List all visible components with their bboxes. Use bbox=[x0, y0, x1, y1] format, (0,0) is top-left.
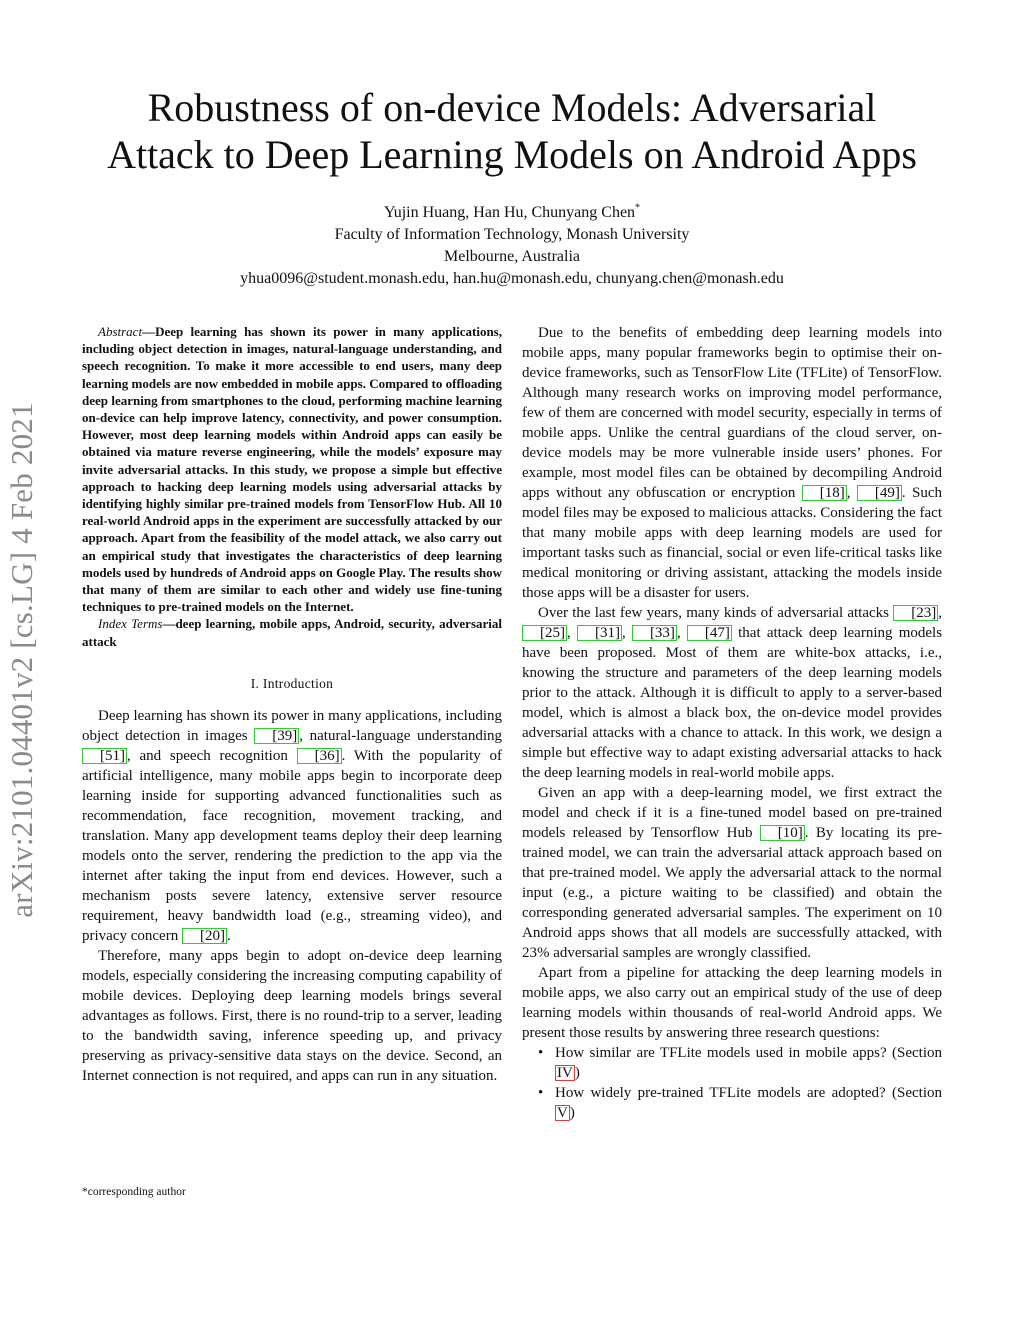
author-names bbox=[100, 202, 924, 224]
right-paragraph-2 bbox=[522, 603, 942, 783]
corresponding-mark: * bbox=[635, 202, 641, 214]
text-run: , bbox=[846, 485, 857, 501]
citation-link[interactable]: [10] bbox=[760, 825, 805, 841]
arxiv-stamp-text: arXiv:2101.04401v2 [cs.LG] 4 Feb 2021 bbox=[4, 402, 39, 918]
text-run: ) bbox=[569, 1105, 575, 1121]
section-heading-introduction: I. Introduction bbox=[250, 675, 334, 691]
text-run: ) bbox=[574, 1065, 580, 1081]
research-questions-list bbox=[522, 1043, 942, 1123]
text-run: , bbox=[938, 605, 942, 621]
author-block bbox=[100, 202, 924, 290]
text-run: . With the popularity of artificial intelligence, many mobile apps begin to incorporate deep learning inside for supporting advanced functionalities such as recommendation, face recognition, movement tracking, and translation. Many app development teams deploy their deep learning models onto the server, rendering the prediction to the app via the internet after taking the input from end devices. However, such a mechanism posts severe latency, extensive server resource requirement, heavy bandwidth load (e.g., streaming video), and privacy concern bbox=[82, 747, 502, 944]
list-item bbox=[522, 1043, 942, 1083]
author-location: Melbourne, Australia bbox=[444, 248, 580, 265]
title-line-1: Robustness of on-device Models: Adversarial bbox=[147, 85, 877, 130]
text-run: , and speech recognition bbox=[127, 747, 297, 764]
citation-link[interactable]: [25] bbox=[522, 625, 567, 641]
index-terms-label: Index Terms bbox=[98, 616, 163, 632]
footnote: *corresponding author bbox=[82, 1186, 186, 1198]
right-paragraph-1 bbox=[522, 323, 942, 603]
text-run: . By locating its pre-trained model, we can train the adversarial attack approach based on that pre-trained model. We apply the adversarial attack to the normal input (e.g., a picture waiting to be classified) and obtain the corresponding generated adversarial samples. The experiment on 10 Android apps shows that all models are successfully attacked, with 23% adversarial samples are wrongly classified. bbox=[522, 825, 942, 961]
text-run: How widely pre-trained TFLite models are adopted? (Section bbox=[555, 1085, 942, 1101]
section-ref-link[interactable]: V bbox=[557, 1105, 568, 1121]
abstract bbox=[82, 323, 502, 615]
author-affiliation: Faculty of Information Technology, Monash University bbox=[334, 226, 690, 243]
abstract-text: Deep learning has shown its power in many applications, including object detection in images, natural-language understanding, and speech recognition. To make it more accessible to end users, many deep learning models are now embedded in mobile apps. Compared to offloading deep learning from smartphones to the cloud, performing machine learning on-device can help improve latency, connectivity, and power consumption. However, most deep learning models within Android apps can easily be obtained via mature reverse engineering, while the models’ exposure may invite adversarial attacks. In this study, we propose a simple but effective approach to hacking deep learning models using adversarial attacks by identifying highly similar pre-trained models from TensorFlow Hub. All 10 real-world Android apps in the experiment are successfully attacked by our approach. Apart from the feasibility of the model attack, we also carry out an empirical study that investigates the characteristics of deep learning models used by hundreds of Android apps on Google Play. The results show that many of them are similar to each other and widely use fine-tuning techniques to pre-trained models on the Internet. bbox=[82, 324, 502, 615]
text-run: How similar are TFLite models used in mobile apps? (Section bbox=[555, 1045, 942, 1061]
text-run: that attack deep learning models have been proposed. Most of them are white-box attacks, i.e., knowing the structure and parameters of the deep learning models prior to the attack. Although it is difficult to apply to a server-based model, which is almost a black box, the on-device model provides adversarial attacks with a chance to attack. In this work, we design a simple but effective way to adapt existing adversarial attacks to hack the deep learning models in real-world mobile apps. bbox=[522, 625, 943, 781]
citation-link[interactable]: [51] bbox=[82, 748, 127, 764]
index-terms bbox=[82, 615, 502, 649]
text-run: , bbox=[676, 625, 687, 641]
text-run: . Such model files may be exposed to malicious attacks. Considering the fact that many mobile apps with deep learning models are used for important tasks such as financial, social or even life-critical tasks like medical monitoring or driving assistant, attacking the models inside those apps will be a disaster for users. bbox=[522, 485, 942, 601]
text-run: Deep learning has shown its power in many applications, including object detection in images bbox=[82, 707, 502, 744]
citation-link[interactable]: [36] bbox=[297, 748, 342, 764]
left-column bbox=[82, 323, 502, 1086]
right-paragraph-4: Apart from a pipeline for attacking the deep learning models in mobile apps, we also carry out an empirical study of the use of deep learning models within thousands of real-world Android apps. We present those results by answering three research questions: bbox=[522, 965, 942, 1041]
text-run: . bbox=[226, 927, 231, 944]
paper-title bbox=[60, 84, 964, 178]
list-item bbox=[522, 1083, 942, 1123]
title-line-2: Attack to Deep Learning Models on Android Apps bbox=[107, 132, 917, 177]
citation-link[interactable]: [39] bbox=[254, 728, 299, 744]
intro-paragraph-2: Therefore, many apps begin to adopt on-device deep learning models, especially considering the increasing computing capability of mobile devices. Deploying deep learning models brings several advantages as follows. First, there is no round-trip to a server, leading to the bandwidth saving, inference speeding up, and privacy preserving as privacy-sensitive data stays on the device. Second, an Internet connection is not required, and apps can run in any situation. bbox=[82, 947, 502, 1084]
right-column bbox=[522, 323, 942, 1123]
text-run: , bbox=[621, 625, 632, 641]
section-ref-link[interactable]: IV bbox=[557, 1065, 573, 1081]
text-run: Given an app with a deep-learning model, we first extract the model and check if it is a fine-tuned model based on pre-trained models released by Tensorflow Hub bbox=[522, 785, 942, 841]
index-terms-dash: — bbox=[162, 616, 176, 632]
citation-link[interactable]: [31] bbox=[577, 625, 622, 641]
abstract-dash: — bbox=[142, 324, 156, 339]
text-run: , natural-language understanding bbox=[299, 727, 502, 744]
text-run: Due to the benefits of embedding deep learning models into mobile apps, many popular frameworks begin to optimise their on-device frameworks, such as TensorFlow Lite (TFLite) of TensorFlow. Although many research works on improving model performance, few of them are concerned with model security, especially in terms of mobile apps. Unlike the central guardians of the cloud server, on-device models may be more vulnerable inside users’ phones. For example, most model files can be obtained by decompiling Android apps without any obfuscation or encryption bbox=[522, 325, 942, 501]
intro-paragraph-1 bbox=[82, 706, 502, 946]
citation-link[interactable]: [23] bbox=[893, 605, 938, 621]
text-run: , bbox=[567, 625, 577, 641]
citation-link[interactable]: [18] bbox=[802, 485, 847, 501]
citation-link[interactable]: [20] bbox=[182, 928, 227, 944]
text-run: Over the last few years, many kinds of adversarial attacks bbox=[538, 605, 894, 621]
author-emails: yhua0096@student.monash.edu, han.hu@monash.edu, chunyang.chen@monash.edu bbox=[240, 270, 784, 287]
author-names-text: Yujin Huang, Han Hu, Chunyang Chen bbox=[383, 204, 636, 221]
citation-link[interactable]: [47] bbox=[687, 625, 732, 641]
bullet-icon: • bbox=[538, 1045, 544, 1061]
abstract-label: Abstract bbox=[98, 324, 143, 339]
bullet-icon: • bbox=[538, 1085, 544, 1101]
citation-link[interactable]: [49] bbox=[857, 485, 902, 501]
citation-link[interactable]: [33] bbox=[632, 625, 677, 641]
index-terms-text: deep learning, mobile apps, Android, security, adversarial attack bbox=[82, 616, 502, 649]
right-paragraph-3 bbox=[522, 783, 942, 963]
